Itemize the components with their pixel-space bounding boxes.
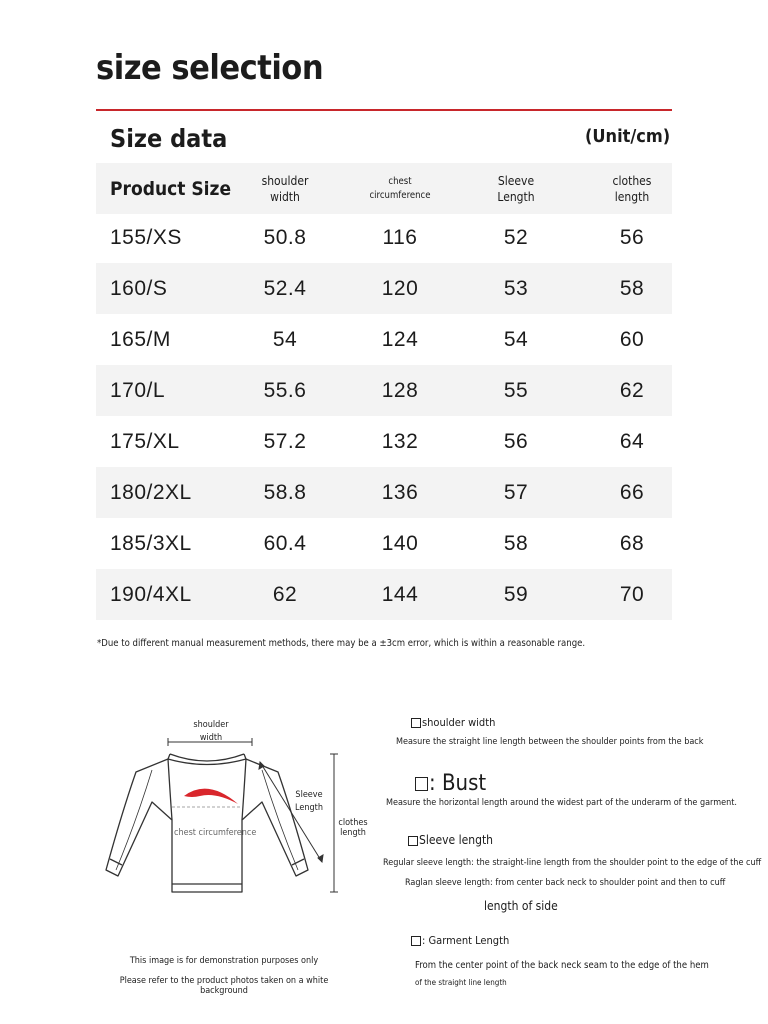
shoulder-cell: 55.6 — [263, 378, 307, 402]
garment-length-desc: From the center point of the back neck seam to the edge of the hem — [415, 960, 709, 971]
size-cell: 165/M — [110, 327, 171, 351]
size-cell: 170/L — [110, 378, 166, 402]
sleeve-length-title — [408, 833, 493, 847]
square-icon — [411, 718, 421, 728]
sleeve-length-title-text: Sleeve length — [419, 833, 494, 847]
shoulder-cell: 54 — [272, 327, 298, 351]
length-cell: 58 — [619, 276, 645, 300]
section-title: Size data — [110, 124, 228, 153]
size-cell: 190/4XL — [110, 582, 192, 606]
page-title: size selection — [96, 48, 324, 88]
size-cell: 185/3XL — [110, 531, 192, 555]
square-icon — [415, 777, 428, 791]
length-cell: 70 — [619, 582, 645, 606]
measurement-note: *Due to different manual measurement methods, there may be a ±3cm error, which is within a reasonable range. — [97, 638, 586, 649]
title-divider — [96, 109, 672, 111]
garment-length-title — [411, 934, 509, 947]
sleeve-length-desc-raglan: Raglan sleeve length: from center back neck to shoulder point and then to cuff — [405, 878, 726, 888]
shoulder-cell: 50.8 — [263, 225, 307, 249]
chest-cell: 144 — [381, 582, 419, 606]
table-header — [96, 163, 672, 214]
chest-cell: 120 — [381, 276, 419, 300]
sleeve-cell: 53 — [503, 276, 529, 300]
sleeve-cell: 57 — [503, 480, 529, 504]
demo-note-2: Please refer to the product photos taken on a white background — [119, 976, 329, 996]
table-row — [96, 569, 672, 620]
demo-note-1: This image is for demonstration purposes only — [129, 956, 319, 966]
sleeve-cell: 55 — [503, 378, 529, 402]
shoulder-cell: 57.2 — [263, 429, 307, 453]
length-cell: 56 — [619, 225, 645, 249]
table-row — [96, 467, 672, 518]
brand-logo-icon — [184, 789, 238, 804]
sleeve-cell: 54 — [503, 327, 529, 351]
shoulder-cell: 52.4 — [263, 276, 307, 300]
sleeve-length-desc-regular: Regular sleeve length: the straight-line length from the shoulder point to the edge of the cuff — [383, 858, 762, 868]
square-icon — [411, 936, 421, 946]
sleeve-cell: 59 — [503, 582, 529, 606]
header-chest-circumference: chest circumference — [369, 175, 431, 201]
size-cell: 160/S — [110, 276, 168, 300]
length-cell: 60 — [619, 327, 645, 351]
square-icon — [408, 836, 418, 846]
side-length-title: length of side — [484, 899, 558, 913]
table-row — [96, 314, 672, 365]
table-row — [96, 416, 672, 467]
length-cell: 64 — [619, 429, 645, 453]
shoulder-width-title-text: shoulder width — [422, 716, 496, 729]
clothes-length-label: clothes length — [338, 818, 368, 838]
size-cell: 155/XS — [110, 225, 182, 249]
unit-label: (Unit/cm) — [585, 126, 671, 147]
sleeve-length-label: Sleeve Length — [295, 790, 323, 813]
shoulder-cell: 60.4 — [263, 531, 307, 555]
bust-title — [415, 771, 486, 796]
length-cell: 66 — [619, 480, 645, 504]
sleeve-cell: 56 — [503, 429, 529, 453]
table-row — [96, 212, 672, 263]
header-clothes-length: clothes length — [612, 173, 652, 204]
length-cell: 62 — [619, 378, 645, 402]
sleeve-cell: 52 — [503, 225, 529, 249]
header-sleeve-length: Sleeve Length — [497, 173, 535, 204]
shoulder-width-title — [411, 716, 495, 729]
table-row — [96, 518, 672, 569]
chest-cell: 128 — [381, 378, 419, 402]
bust-title-text: : Bust — [429, 771, 487, 796]
sweatshirt-diagram — [96, 712, 396, 912]
garment-length-title-text: : Garment Length — [422, 934, 510, 947]
table-row — [96, 263, 672, 314]
shoulder-width-label: shoulder width — [193, 720, 229, 743]
sleeve-cell: 58 — [503, 531, 529, 555]
table-row — [96, 365, 672, 416]
chest-cell: 116 — [382, 225, 418, 249]
header-product-size: Product Size — [110, 177, 232, 200]
bust-desc: Measure the horizontal length around the widest part of the underarm of the garment. — [386, 798, 737, 808]
length-cell: 68 — [619, 531, 645, 555]
chest-circumference-label: chest circumference — [174, 828, 257, 838]
size-cell: 175/XL — [110, 429, 180, 453]
chest-cell: 124 — [381, 327, 419, 351]
header-shoulder-width: shoulder width — [261, 173, 309, 204]
size-cell: 180/2XL — [110, 480, 192, 504]
chest-cell: 132 — [381, 429, 419, 453]
garment-length-desc-2: of the straight line length — [415, 978, 507, 987]
chest-cell: 140 — [381, 531, 419, 555]
shoulder-cell: 62 — [272, 582, 298, 606]
shoulder-cell: 58.8 — [263, 480, 307, 504]
shoulder-width-desc: Measure the straight line length between the shoulder points from the back — [396, 737, 704, 747]
chest-cell: 136 — [381, 480, 419, 504]
